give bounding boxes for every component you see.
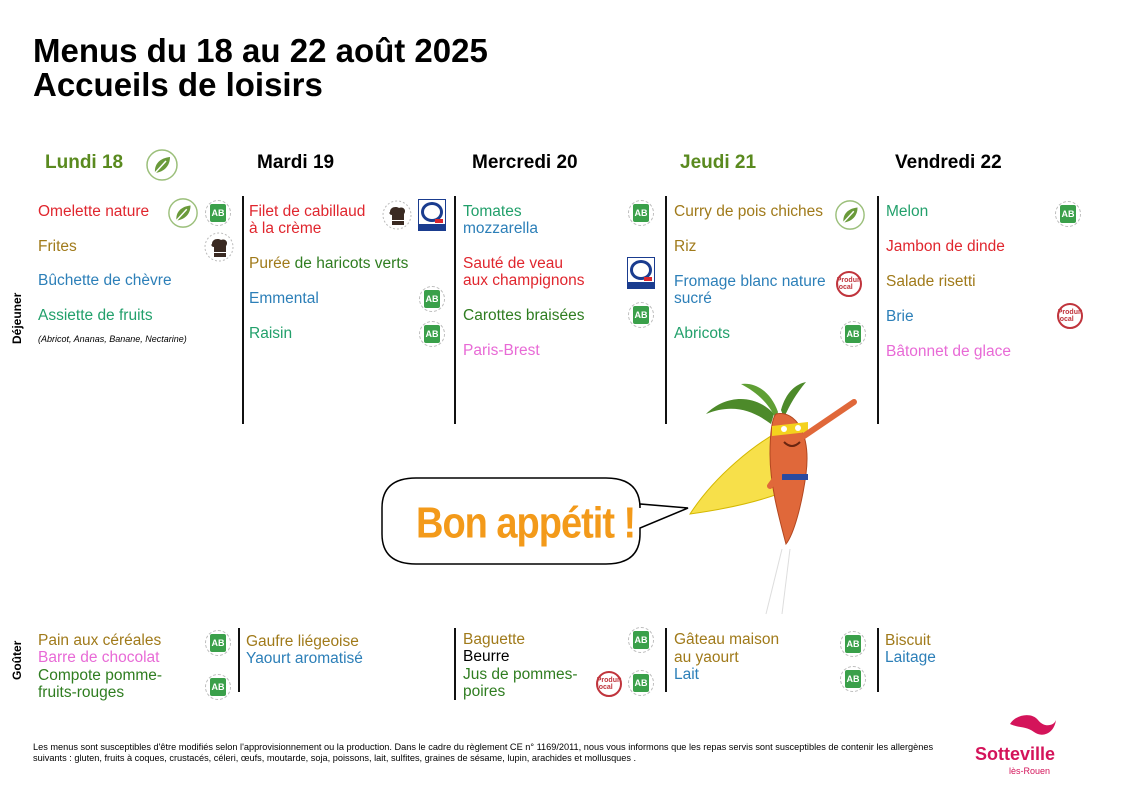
- column-divider: [665, 196, 667, 424]
- column-divider: [238, 628, 240, 692]
- menu-item: fruits-rouges: [38, 684, 125, 701]
- menu-item: Laitage: [885, 649, 936, 666]
- menu-item: Gaufre liégeoise: [246, 633, 359, 650]
- menu-item: Pain aux céréales: [38, 632, 162, 649]
- organic-ab-icon: [840, 631, 866, 657]
- day-header-lundi: Lundi 18: [45, 152, 124, 173]
- column-divider: [454, 628, 456, 700]
- menu-item-part: de haricots verts: [294, 255, 409, 272]
- menu-item: Lait: [674, 666, 699, 683]
- menu-item: aux champignons: [463, 272, 585, 289]
- quality-label-icon: [627, 257, 655, 289]
- menu-item: Gâteau maison: [674, 631, 780, 648]
- organic-ab-icon: [205, 674, 231, 700]
- local-product-icon: Produit local: [836, 271, 862, 297]
- menu-item: Barre de chocolat: [38, 649, 160, 666]
- carrot-superhero-icon: [686, 374, 866, 624]
- menu-item: Jus de pommes-: [463, 666, 578, 683]
- menu-item-part: Purée: [249, 255, 295, 272]
- ab-label: AB: [633, 674, 649, 692]
- menu-item: Assiette de fruits: [38, 307, 153, 324]
- homemade-chef-hat-icon: [204, 232, 234, 267]
- page-title: [33, 34, 488, 102]
- ab-label: AB: [210, 634, 226, 652]
- ab-label: AB: [210, 678, 226, 696]
- menu-item: Carottes braisées: [463, 307, 585, 324]
- ab-label: AB: [845, 635, 861, 653]
- menu-item: Riz: [674, 238, 697, 255]
- organic-ab-icon: [419, 286, 445, 312]
- bon-appetit-text: Bon appétit !: [416, 499, 636, 549]
- column-divider: [242, 196, 244, 424]
- organic-ab-icon: [840, 321, 866, 347]
- menu-item: Sauté de veau: [463, 255, 563, 272]
- ab-label: AB: [1060, 205, 1076, 223]
- logo-name: Sotteville: [975, 744, 1056, 764]
- menu-item: Yaourt aromatisé: [246, 650, 363, 667]
- day-header-mardi: Mardi 19: [257, 152, 335, 173]
- organic-ab-icon: [205, 200, 231, 226]
- menu-item: Bûchette de chèvre: [38, 272, 172, 289]
- ab-label: AB: [424, 325, 440, 343]
- organic-ab-icon: [628, 200, 654, 226]
- menu-item: Paris-Brest: [463, 342, 540, 359]
- menu-item: Brie: [886, 308, 914, 325]
- title-line-2: Accueils de loisirs: [33, 66, 323, 103]
- homemade-chef-hat-icon: [382, 200, 412, 235]
- menu-item: Jambon de dinde: [886, 238, 1005, 255]
- menu-item: Curry de pois chiches: [674, 203, 824, 220]
- column-divider: [877, 196, 879, 424]
- section-label-dejeuner: Déjeuner: [10, 292, 24, 344]
- menu-item: au yaourt: [674, 649, 739, 666]
- menu-item: Bâtonnet de glace: [886, 343, 1011, 360]
- menu-item: Tomates: [463, 203, 522, 220]
- menu-item: à la crème: [249, 220, 322, 237]
- ab-label: AB: [845, 670, 861, 688]
- organic-ab-icon: [840, 666, 866, 692]
- organic-ab-icon: [1055, 201, 1081, 227]
- title-line-1: Menus du 18 au 22 août 2025: [33, 32, 488, 69]
- menu-item: Salade risetti: [886, 273, 976, 290]
- local-product-icon: Produit local: [1057, 303, 1083, 329]
- logo-subtitle: lès-Rouen: [1009, 766, 1051, 776]
- organic-ab-icon: [419, 321, 445, 347]
- menu-item: Raisin: [249, 325, 293, 342]
- column-divider: [454, 196, 456, 424]
- allergen-disclaimer: Les menus sont susceptibles d'être modifiés selon l'approvisionnement ou la production. Dans le cadre du règlement CE n° 1169/2011, nous vous informons que les repas servis sont susceptibles de contenir les allergènes suivants : gluten, fruits à coques, crustacés, céleri, œufs, moutarde, soja, poissons, lait, sulfites, graines de sésame, lupin, arachides et mollusques .: [33, 742, 934, 763]
- sotteville-logo-icon: [1002, 710, 1062, 744]
- menu-item-note: (Abricot, Ananas, Banane, Nectarine): [38, 334, 187, 344]
- organic-ab-icon: [628, 670, 654, 696]
- vegetarian-leaf-icon: [167, 197, 199, 234]
- column-divider: [665, 628, 667, 692]
- organic-ab-icon: [628, 627, 654, 653]
- ab-label: AB: [424, 290, 440, 308]
- menu-item: Omelette nature: [38, 203, 150, 220]
- column-divider: [877, 628, 879, 692]
- organic-ab-icon: [628, 302, 654, 328]
- day-header-mercredi: Mercredi 20: [472, 152, 578, 173]
- menu-item: Biscuit: [885, 632, 931, 649]
- menu-item: Baguette: [463, 631, 526, 648]
- menu-item: Abricots: [674, 325, 730, 342]
- menu-item: poires: [463, 683, 506, 700]
- day-header-vendredi: Vendredi 22: [895, 152, 1002, 173]
- menu-item: mozzarella: [463, 220, 538, 237]
- ab-label: AB: [210, 204, 226, 222]
- vegetarian-leaf-icon: [834, 199, 866, 236]
- ab-label: AB: [633, 306, 649, 324]
- menu-item: [249, 255, 408, 273]
- menu-item: Melon: [886, 203, 929, 220]
- menu-item: Compote pomme-: [38, 667, 163, 684]
- ab-label: AB: [633, 204, 649, 222]
- menu-item: Fromage blanc nature: [674, 273, 826, 290]
- ab-label: AB: [845, 325, 861, 343]
- vegetarian-leaf-icon: [146, 148, 178, 187]
- organic-ab-icon: [205, 630, 231, 656]
- menu-item: Filet de cabillaud: [249, 203, 366, 220]
- ab-label: AB: [633, 631, 649, 649]
- day-header-jeudi: Jeudi 21: [680, 152, 757, 173]
- quality-label-icon: [418, 199, 446, 231]
- menu-item: Beurre: [463, 648, 510, 665]
- menu-item: Emmental: [249, 290, 319, 307]
- menu-item: Frites: [38, 238, 77, 255]
- menu-item: sucré: [674, 290, 712, 307]
- section-label-gouter: Goûter: [10, 640, 24, 680]
- local-product-icon: Produit local: [596, 671, 622, 697]
